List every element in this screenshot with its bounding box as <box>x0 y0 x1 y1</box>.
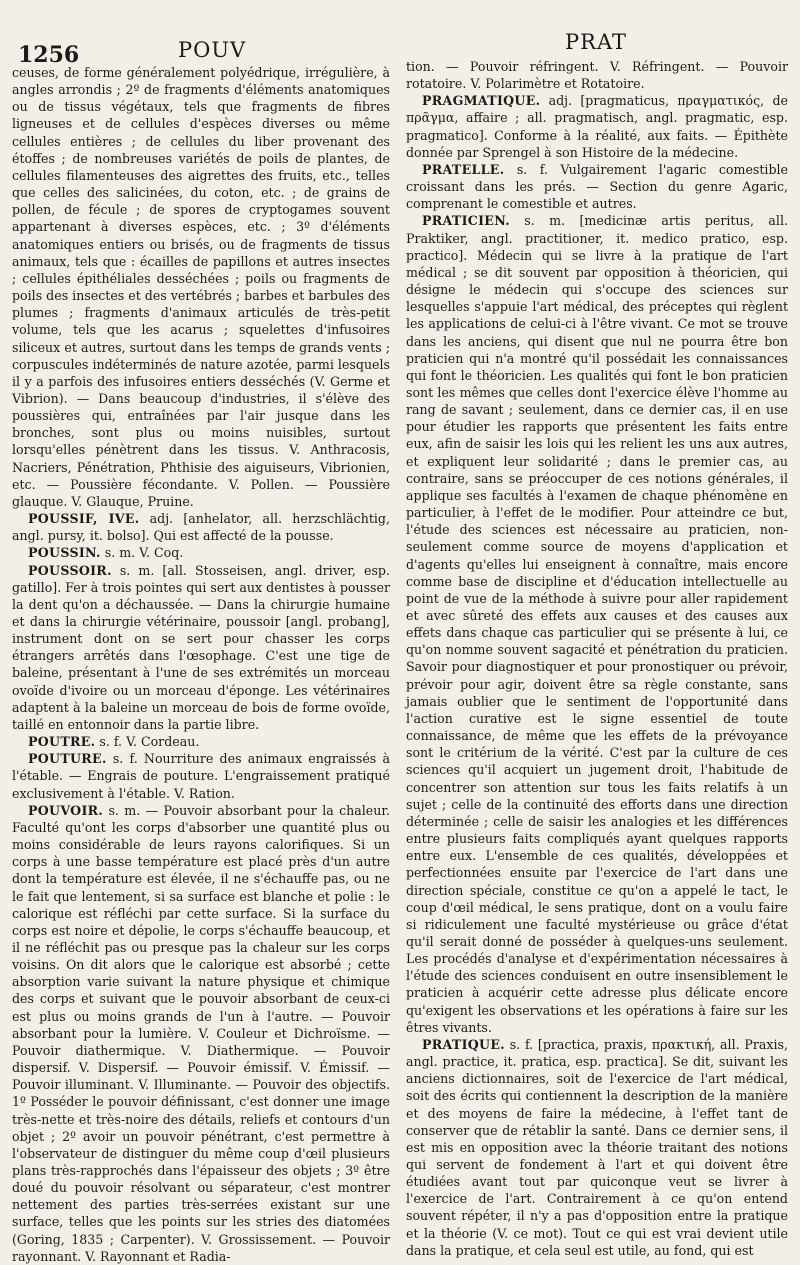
dictionary-entry: tion. — Pouvoir réfringent. V. Réfringent. — Pouvoir rotatoire. V. Polarimètre et Rotatoire. <box>406 59 788 92</box>
dictionary-entry: POUTRE. s. f. V. Cordeau. <box>28 734 200 750</box>
dictionary-entry: POUVOIR. s. m. — Pouvoir absorbant pour la chaleur. Faculté qu'ont les corps d'absorber une quantité plus ou moins considérable de leurs rayons calorifiques. Si un corps à une basse température est placé près d'un autre dont la température est élevée, il ne s'échauffe pas, ou ne le fait que lentement, si sa surface est blanche et polie : le calorique est réfléchi par cette surface. Si la surface du corps est noire et dépolie, le corps s'échauffe beaucoup, et il ne réfléchit pas ou presque pas la chaleur sur les corps voisins. On dit alors que le calorique est absorbé ; cette absorption varie suivant la nature physique et chimique des corps et suivant que le pouvoir absorbant de ceux-ci est plus ou moins grands de l'un à l'autre. — Pouvoir absorbant pour la lumière. V. Couleur et Dichroïsme. — Pouvoir diathermique. V. Diathermique. — Pouvoir dispersif. V. Dispersif. — Pouvoir émissif. V. Émissif. — Pouvoir illuminant. V. Illuminante. — Pouvoir des objectifs. 1º Posséder le pouvoir définissant, c'est donner une image très-nette et très-noire des détails, reliefs et contours d'un objet ; 2º avoir un pouvoir pénétrant, c'est permettre à l'observateur de distinguer du même coup d'œil plusieurs plans très-rapprochés dans l'épaisseur des objets ; 3º être doué du pouvoir résolvant ou séparateur, c'est montrer nettement des parties très-serrées existant sur une surface, telles que les points sur les stries des diatomées (Goring, 1835 ; Carpenter). V. Grossissement. — Pouvoir rayonnant. V. Rayonnant et Radia- <box>12 802 390 1264</box>
page-number: 1256 <box>18 42 80 68</box>
dictionary-entry: POUTURE. s. f. Nourriture des animaux engraissés à l'étable. — Engrais de pouture. L'engraissement pratiqué exclusivement à l'étable. V. Ration. <box>12 751 390 801</box>
dictionary-entry: PRATICIEN. s. m. [medicinæ artis peritus, all. Praktiker, angl. practitioner, it. medico pratico, esp. practico]. Médecin qui se livre à la pratique de l'art médical ; se dit souvent par opposition à théoricien, qui désigne le médecin qui s'occupe des sciences sur lesquelles s'appuie l'art médical, des préceptes qui règlent les applications de celui-ci à l'être vivant. Ce mot se trouve dans les anciens, qui disent que nul ne pourra être bon praticien qui n'a montré qu'il possédait les connaissances qui font le théoricien. Les qualités qui font le bon praticien sont les mêmes que celles dont l'exercice élève l'homme au rang de savant ; seulement, dans ce dernier cas, il en use pour étudier les rapports que présentent les faits entre eux, afin de saisir les lois qui les relient les uns aux autres, et expliquent leur solidarité ; dans le premier cas, au contraire, sans se préoccuper de ces notions générales, il applique ses facultés à l'examen de chaque phénomène en particulier, à l'effet de le modifier. Pour atteindre ce but, l'étude des sciences est nécessaire au praticien, non-seulement comme source de moyens d'application et d'agents qu'elles lui enseignent à connaître, mais encore comme base de discipline et d'éducation intellectuelle au point de vue de la méthode à suivre pour aller rapidement et avec sûreté des effets aux causes et des causes aux effets dans chaque cas particulier qui se présente à lui, ce qu'on nomme souvent sagacité et pénétration du praticien. Savoir pour diagnostiquer et pour pronostiquer ou prévoir, prévoir pour agir, doivent être sa règle constante, sans jamais oublier que le sentiment de l'opportunité dans l'action curative est le signe essentiel de toute connaissance, de même que les effets de la prévoyance sont le critérium de la vérité. C'est par la culture de ces sciences qu'il acquiert un jugement droit, l'habitude de concentrer son attention sur tous les faits relatifs à un sujet ; celle de la continuité des efforts dans une direction déterminée ; celle de saisir les analogies et les différences entre plusieurs faits compliqués ayant quelques rapports entre eux. L'ensemble de ces qualités, développées et perfectionnées ensuite par l'exercice de l'art dans une direction spéciale, constitue ce qu'on a appelé le tact, le coup d'œil médical, le sens pratique, dont on a voulu faire si ridiculement une faculté mystérieuse ou grâce d'état qu'il serait donné de posséder à quelques-uns seulement. Les procédés d'analyse et d'expérimentation nécessaires à l'étude des sciences conduisent en outre insensiblement le praticien à acquérir cette adresse plus délicate encore qu'exigent les observations et les opérations à faire sur les êtres vivants. <box>406 213 788 1035</box>
entry-headword: PRATELLE. <box>422 161 505 177</box>
entry-headword: POUSSIF, IVE. <box>28 511 140 527</box>
dictionary-entry: PRAGMATIQUE. adj. [pragmaticus, πραγματικός, de πρᾶγμα, affaire ; all. pragmatisch, angl. pragmatic, esp. pragmatico]. Conforme à la réalité, aux faits. — Épithète donnée par Sprengel à son Histoire de la médecine. <box>406 93 788 160</box>
entry-headword: PRAGMATIQUE. <box>422 93 541 109</box>
entry-headword: PRATIQUE. <box>422 1036 505 1052</box>
left-column <box>12 64 390 1264</box>
entry-headword: POUTURE. <box>28 751 107 767</box>
entry-headword: POUSSOIR. <box>28 562 112 578</box>
dictionary-entry: PRATIQUE. s. f. [practica, praxis, πρακτική, all. Praxis, angl. practice, it. pratica, esp. practica]. Se dit, suivant les anciens dictionnaires, soit de l'exercice de l'art médical, soit des écrits qui contiennent la description de la manière et des moyens de faire la médecine, à l'effet tant de conserver que de rétablir la santé. Dans ce dernier sens, il est mis en opposition avec la théorie traitant des notions qui servent de fondement à l'art et qui doivent être étudiées avant tout par quiconque veut se livrer à l'exercice de l'art. Contrairement à ce qu'on entend souvent répéter, il n'y a pas d'opposition entre la pratique et la théorie (V. ce mot). Tout ce qui est vrai devient utile dans la pratique, et cela seul est utile, au fond, qui est <box>406 1036 788 1258</box>
entry-headword: PRATICIEN. <box>422 213 510 229</box>
entry-headword: POUTRE. <box>28 734 96 750</box>
running-head-right: PRAT <box>565 30 627 54</box>
running-head-left: POUV <box>178 38 247 62</box>
right-column <box>406 58 788 1258</box>
dictionary-entry: PRATELLE. s. f. Vulgairement l'agaric comestible croissant dans les prés. — Section du genre Agaric, comprenant le comestible et autres. <box>406 161 788 212</box>
dictionary-entry: ceuses, de forme généralement polyédrique, irrégulière, à angles arrondis ; 2º de fragments d'éléments anatomiques ou de tissus végétaux, tels que fragments de fibres ligneuses et de cellules d'espèces diverses ou même cellules entières ; de cellules du liber provenant des étoffes ; de nombreuses variétés de poils de plantes, de cellules filamenteuses des aigrettes des fruits, etc., telles que celles des salicinées, du coton, etc. ; de grains de pollen, de fécule ; de spores de cryptogames souvent appartenant à diverses espèces, etc. ; 3º d'éléments anatomiques entiers ou brisés, ou de fragments de tissus animaux, tels que : écailles de papillons et autres insectes ; cellules épithéliales desséchées ; poils ou fragments de poils des insectes et des vertébrés ; barbes et barbules des plumes ; fragments d'animaux articulés de très-petit volume, tels que les acarus ; squelettes d'infusoires siliceux et autres, surtout dans les temps de grands vents ; corpuscules indéterminés de nature azotée, parmi lesquels il y a parfois des infusoires entiers desséchés (V. Germe et Vibrion). — Dans beaucoup d'industries, il s'élève des poussières qui, entraînées par l'air jusque dans les bronches, sont plus ou moins nuisibles, surtout lorsqu'elles pénètrent dans les tissus. V. Anthracosis, Nacriers, Pénétration, Phthisie des aiguiseurs, Vibrionien, etc. — Poussière fécondante. V. Pollen. — Poussière glauque. V. Glauque, Pruine. <box>12 65 390 509</box>
entry-headword: POUSSIN. <box>28 545 101 561</box>
entry-headword: POUVOIR. <box>28 802 104 818</box>
dictionary-entry: POUSSOIR. s. m. [all. Stosseisen, angl. driver, esp. gatillo]. Fer à trois pointes qui sert aux dentistes à pousser la dent qu'on a déchaussée. — Dans la chirurgie humaine et dans la chirurgie vétérinaire, poussoir [angl. probang], instrument dont on se sert pour chasser les corps étrangers arrêtés dans l'œsophage. C'est une tige de baleine, présentant à l'une de ses extrémités un morceau ovoïde d'ivoire ou un morceau d'éponge. Les vétérinaires adaptent à la baleine un morceau de bois de forme ovoïde, taillé en entonnoir dans la partie libre. <box>12 562 390 732</box>
dictionary-entry: POUSSIN. s. m. V. Coq. <box>28 545 184 561</box>
dictionary-entry: POUSSIF, IVE. adj. [anhelator, all. herzschlächtig, angl. pursy, it. bolso]. Qui est affecté de la pousse. <box>12 511 390 544</box>
